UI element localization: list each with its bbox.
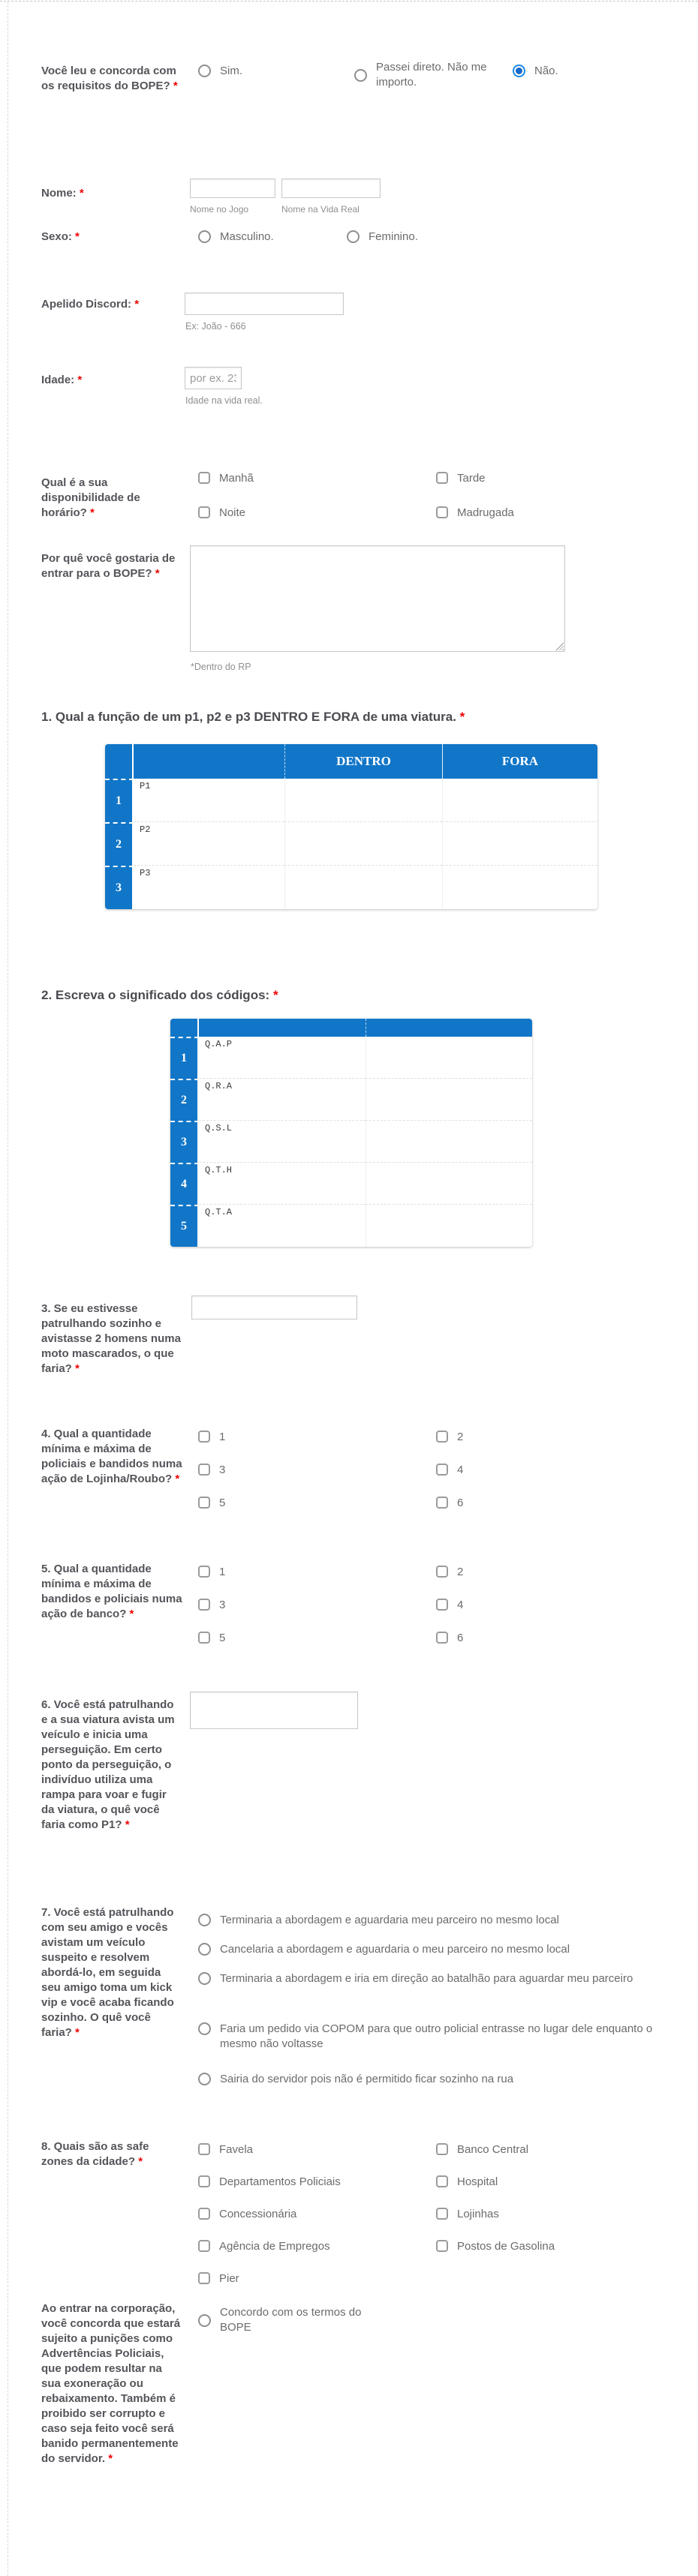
q5-checkbox-5[interactable]: 5: [198, 1631, 225, 1646]
table1-row-number: 1: [105, 779, 134, 822]
q4-checkbox-3[interactable]: 3: [198, 1463, 225, 1478]
table2-row-number: 4: [170, 1163, 199, 1205]
table1-cell-p2-dentro[interactable]: [284, 822, 442, 866]
nome-jogo-sublabel: Nome no Jogo: [190, 204, 249, 215]
required-asterisk: *: [272, 988, 278, 1002]
q7-radio-sairia-servidor[interactable]: Sairia do servidor pois não é permitido ficar sozinho na rua: [198, 2072, 513, 2087]
nome-jogo-input[interactable]: [190, 179, 275, 198]
question3-label: 3. Se eu estivesse patrulhando sozinho e avistasse 2 homens numa moto mascarados, o que faria? *: [41, 1302, 181, 1375]
table2-cell-qth-answer[interactable]: [366, 1163, 532, 1205]
required-asterisk: *: [138, 2155, 143, 2168]
nome-vida-real-input[interactable]: [281, 179, 381, 198]
question-horario-label: Qual é a sua disponibilidade de horário? *: [41, 476, 140, 519]
checkbox-icon: [436, 1566, 448, 1578]
q4-checkbox-4[interactable]: 4: [436, 1463, 463, 1478]
checkbox-icon: [436, 1464, 448, 1476]
table2-row-label-qth: Q.T.H: [199, 1163, 366, 1205]
question6-label: 6. Você está patrulhando e a sua viatura avista um veículo e inicia uma perseguição. Em certo ponto da perseguição, o indivíduo utiliza uma rampa para voar e fugir da viatura, o quê você faria como P1? *: [41, 1698, 175, 1831]
required-asterisk: *: [129, 1608, 134, 1620]
checkbox-option-noite[interactable]: Noite: [198, 506, 245, 521]
checkbox-icon: [198, 506, 210, 518]
checkbox-icon: [436, 1599, 448, 1611]
checkbox-icon: [436, 1632, 448, 1644]
checkbox-icon: [436, 2240, 448, 2252]
question6-input[interactable]: [190, 1692, 358, 1729]
table2-row-number: 2: [170, 1079, 199, 1121]
q8-checkbox-departamentos[interactable]: Departamentos Policiais: [198, 2175, 341, 2190]
table2-header-blank-1: [199, 1019, 366, 1037]
radio-icon: [198, 2314, 211, 2327]
q7-radio-cancelaria[interactable]: Cancelaria a abordagem e aguardaria o meu parceiro no mesmo local: [198, 1942, 570, 1957]
question1-heading: 1. Qual a função de um p1, p2 e p3 DENTRO E FORA de uma viatura. *: [41, 710, 465, 724]
checkbox-icon: [198, 1464, 210, 1476]
radio-icon: [354, 69, 367, 82]
question-idade-label: Idade: *: [41, 374, 83, 386]
table2-row-number: 3: [170, 1121, 199, 1163]
radio-icon: [198, 1943, 211, 1956]
question-sexo-label: Sexo: *: [41, 230, 80, 243]
radio-icon: [198, 1972, 211, 1985]
radio-icon: [198, 1914, 211, 1926]
checkbox-option-madrugada[interactable]: Madrugada: [436, 506, 514, 521]
table1-cell-p1-fora[interactable]: [442, 779, 597, 822]
checkbox-icon: [436, 1431, 448, 1443]
q8-checkbox-lojinhas[interactable]: Lojinhas: [436, 2207, 499, 2222]
table2-row-number: 5: [170, 1205, 199, 1247]
q4-checkbox-5[interactable]: 5: [198, 1496, 225, 1511]
motivo-hint: *Dentro do RP: [191, 662, 251, 672]
radio-icon: [198, 65, 211, 77]
q8-checkbox-hospital[interactable]: Hospital: [436, 2175, 498, 2190]
table1-header-blank: [134, 744, 284, 779]
radio-icon: [198, 230, 211, 243]
question-nome-label: Nome: *: [41, 187, 84, 200]
checkbox-icon: [198, 1632, 210, 1644]
checkbox-icon: [198, 1497, 210, 1509]
checkbox-icon: [436, 2208, 448, 2220]
required-asterisk: *: [175, 1473, 180, 1485]
q4-checkbox-2[interactable]: 2: [436, 1430, 463, 1445]
required-asterisk: *: [75, 2026, 80, 2039]
radio-icon: [347, 230, 360, 243]
checkbox-icon: [198, 2240, 210, 2252]
q7-radio-terminaria-batalhao[interactable]: Terminaria a abordagem e iria em direção ao batalhão para aguardar meu parceiro: [198, 1971, 644, 1986]
checkbox-icon: [198, 2272, 210, 2284]
required-asterisk: *: [155, 567, 160, 580]
table-codigos: [170, 1019, 532, 1247]
question3-input[interactable]: [191, 1296, 357, 1320]
checkbox-icon: [436, 1497, 448, 1509]
radio-icon: [198, 2073, 211, 2085]
q8-checkbox-favela[interactable]: Favela: [198, 2142, 253, 2157]
checkbox-option-tarde[interactable]: Tarde: [436, 471, 486, 486]
table1-header-dentro: DENTRO: [284, 744, 442, 779]
question2-heading: 2. Escreva o significado dos códigos: *: [41, 988, 278, 1002]
q4-checkbox-1[interactable]: 1: [198, 1430, 225, 1445]
idade-hint: Idade na vida real.: [185, 395, 263, 406]
q8-checkbox-banco-central[interactable]: Banco Central: [436, 2142, 528, 2157]
checkbox-icon: [436, 2175, 448, 2187]
table1-row-label-p2: P2: [134, 822, 284, 866]
checkbox-icon: [198, 472, 210, 484]
required-asterisk: *: [125, 1818, 130, 1831]
nome-vida-real-sublabel: Nome na Vida Real: [281, 204, 360, 215]
required-asterisk: *: [134, 298, 140, 311]
question5-label: 5. Qual a quantidade mínima e máxima de bandidos e policiais numa ação de banco? *: [41, 1563, 182, 1620]
table2-cell-qsl-answer[interactable]: [366, 1121, 532, 1163]
table2-row-label-qap: Q.A.P: [199, 1037, 366, 1079]
radio-option-feminino[interactable]: Feminino.: [347, 230, 418, 245]
discord-input[interactable]: [185, 293, 344, 315]
table1-cell-p3-dentro[interactable]: [284, 866, 442, 909]
question-termos-label: Ao entrar na corporação, você concorda que estará sujeito a punições como Advertências Policiais, que podem resultar na sua exoneração ou rebaixamento. Também é proibido ser corrupto e caso seja feito você será banido permanentemente do servidor. *: [41, 2302, 181, 2465]
q4-checkbox-6[interactable]: 6: [436, 1496, 463, 1511]
question4-label: 4. Qual a quantidade mínima e máxima de policiais e bandidos numa ação de Lojinha/Roubo? *: [41, 1428, 182, 1485]
required-asterisk: *: [75, 230, 80, 243]
q5-checkbox-2[interactable]: 2: [436, 1565, 463, 1580]
required-asterisk: *: [90, 506, 95, 519]
table2-row-label-qta: Q.T.A: [199, 1205, 366, 1247]
q5-checkbox-3[interactable]: 3: [198, 1598, 225, 1613]
table1-cell-p3-fora[interactable]: [442, 866, 597, 909]
required-asterisk: *: [108, 2452, 113, 2465]
checkbox-icon: [198, 1566, 210, 1578]
q7-radio-pedido-copom[interactable]: Faria um pedido via COPOM para que outro policial entrasse no lugar dele enquanto o mesmo não voltasse: [198, 2022, 655, 2052]
checkbox-icon: [198, 1599, 210, 1611]
idade-input[interactable]: [185, 367, 242, 389]
table2-corner-cell: [170, 1019, 199, 1037]
table2-header-blank-2: [366, 1019, 532, 1037]
required-asterisk: *: [79, 187, 84, 200]
table2-cell-qta-answer[interactable]: [366, 1205, 532, 1247]
table1-header-fora: FORA: [442, 744, 597, 779]
required-asterisk: *: [173, 80, 178, 92]
required-asterisk: *: [75, 1362, 80, 1375]
motivo-textarea[interactable]: [190, 545, 565, 652]
q5-checkbox-1[interactable]: 1: [198, 1565, 225, 1580]
radio-option-sim[interactable]: Sim.: [198, 64, 242, 79]
checkbox-icon: [436, 2143, 448, 2155]
q8-checkbox-postos[interactable]: Postos de Gasolina: [436, 2239, 555, 2254]
checkbox-icon: [436, 506, 448, 518]
checkbox-option-manha[interactable]: Manhã: [198, 471, 254, 486]
discord-hint: Ex: João - 666: [185, 321, 246, 332]
radio-option-masculino[interactable]: Masculino.: [198, 230, 274, 245]
radio-option-nao[interactable]: Não.: [513, 64, 558, 79]
table1-row-number: 3: [105, 866, 134, 909]
q8-checkbox-concessionaria[interactable]: Concessionária: [198, 2207, 296, 2222]
table1-corner-cell: [105, 744, 134, 779]
table2-cell-qap-answer[interactable]: [366, 1037, 532, 1079]
radio-icon: [198, 2022, 211, 2035]
required-asterisk: *: [77, 374, 83, 386]
required-asterisk: *: [459, 710, 465, 724]
table-funcao-viatura: [105, 744, 597, 909]
table2-row-label-qra: Q.R.A: [199, 1079, 366, 1121]
checkbox-icon: [198, 2143, 210, 2155]
table2-cell-qra-answer[interactable]: [366, 1079, 532, 1121]
question8-label: 8. Quais são as safe zones da cidade? *: [41, 2140, 149, 2168]
question-motivo-label: Por quê você gostaria de entrar para o BOPE? *: [41, 552, 176, 580]
question-agree-label: Você leu e concorda com os requisitos do BOPE? *: [41, 65, 178, 92]
checkbox-icon: [198, 2208, 210, 2220]
q8-checkbox-agencia[interactable]: Agência de Empregos: [198, 2239, 330, 2254]
table1-cell-p1-dentro[interactable]: [284, 779, 442, 822]
table2-row-label-qsl: Q.S.L: [199, 1121, 366, 1163]
table2-row-number: 1: [170, 1037, 199, 1079]
question-discord-label: Apelido Discord: *: [41, 298, 140, 311]
checkbox-icon: [198, 2175, 210, 2187]
q5-checkbox-6[interactable]: 6: [436, 1631, 463, 1646]
radio-option-concordo-termos[interactable]: Concordo com os termos do BOPE: [198, 2305, 366, 2335]
radio-selected-icon: [513, 65, 525, 77]
table1-row-label-p3: P3: [134, 866, 284, 909]
q5-checkbox-4[interactable]: 4: [436, 1598, 463, 1613]
table1-cell-p2-fora[interactable]: [442, 822, 597, 866]
radio-option-passei-direto[interactable]: Passei direto. Não me importo.: [354, 60, 516, 90]
q8-checkbox-pier[interactable]: Pier: [198, 2271, 239, 2286]
checkbox-icon: [198, 1431, 210, 1443]
table1-row-number: 2: [105, 822, 134, 866]
q7-radio-terminaria-aguardaria[interactable]: Terminaria a abordagem e aguardaria meu parceiro no mesmo local: [198, 1913, 559, 1928]
checkbox-icon: [436, 472, 448, 484]
question7-label: 7. Você está patrulhando com seu amigo e vocês avistam um veículo suspeito e resolvem abordá-lo, em seguida seu amigo toma um kick vip e você acaba ficando sozinho. O quê você faria? *: [41, 1906, 174, 2039]
table1-row-label-p1: P1: [134, 779, 284, 822]
